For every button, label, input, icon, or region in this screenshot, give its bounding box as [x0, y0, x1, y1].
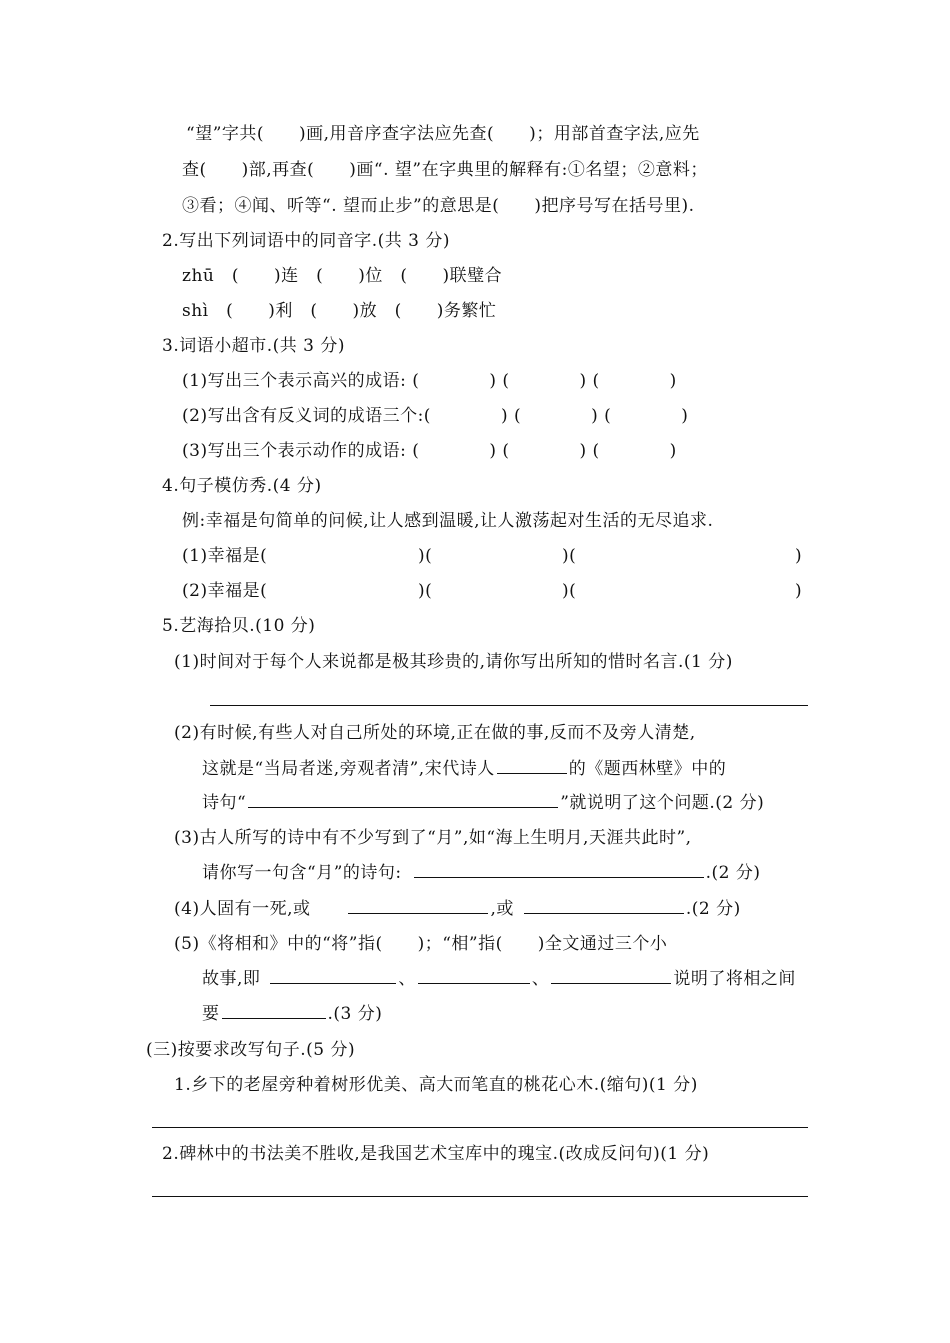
q5-part-5-text-b: 说明了将相之间	[673, 969, 796, 989]
q5-part-4-text-a: (4)人固有一死,或	[174, 899, 311, 919]
q5-part-4	[174, 897, 741, 921]
q5-part-1-answer-line[interactable]	[210, 705, 808, 706]
poet-blank[interactable]	[497, 757, 567, 774]
q5-part-3-line-2	[202, 861, 761, 885]
q4-item-2-end: )	[795, 581, 803, 601]
moon-verse-blank[interactable]	[414, 861, 704, 878]
section-3-title: (三)按要求改写句子.(5 分)	[146, 1040, 356, 1060]
q4-item-2-start: (2)幸福是(	[182, 581, 268, 601]
q2-row-zhu: zhū ( )连 ( )位 ( )联璧合	[182, 266, 503, 286]
proverb-blank-2[interactable]	[524, 897, 684, 914]
q5-part-4-text-b: ,或	[490, 899, 514, 919]
q4-example: 例:幸福是句简单的问候,让人感到温暖,让人激荡起对生活的无尽追求.	[182, 511, 714, 531]
q4-item-1-sep-1: )(	[418, 546, 433, 566]
q5-part-2-line-1: (2)有时候,有些人对自己所处的环境,正在做的事,反而不及旁人清楚,	[174, 723, 696, 743]
section-3-q1-answer-line[interactable]	[152, 1127, 808, 1128]
story-blank-1[interactable]	[270, 967, 396, 984]
q5-part-2-line-2	[202, 757, 726, 781]
q5-part-3-line-1: (3)古人所写的诗中有不少写到了“月”,如“海上生明月,天涯共此时”,	[174, 828, 692, 848]
q5-part-5-line-2	[202, 967, 796, 991]
q5-part-4-text-c: .(2 分)	[685, 899, 741, 919]
q5-part-3-text-b: .(2 分)	[705, 863, 761, 883]
requirement-blank[interactable]	[222, 1002, 326, 1019]
story-blank-3[interactable]	[551, 967, 671, 984]
q4-item-2-sep-1: )(	[418, 581, 433, 601]
section-3-q2-answer-line[interactable]	[152, 1196, 808, 1197]
q5-part-2-line-3	[202, 791, 764, 815]
q2-title: 2.写出下列词语中的同音字.(共 3 分)	[162, 231, 451, 251]
q1-line-1: “望”字共( )画,用音序查字法应先查( )；用部首查字法,应先	[186, 124, 700, 144]
q5-part-5-text-c: 要	[202, 1004, 220, 1024]
section-3-q1: 1.乡下的老屋旁种着树形优美、高大而笔直的桃花心木.(缩句)(1 分)	[174, 1075, 698, 1095]
q5-part-5-text-d: .(3 分)	[327, 1004, 383, 1024]
poem-line-blank[interactable]	[248, 791, 558, 808]
q4-item-1-start: (1)幸福是(	[182, 546, 268, 566]
story-blank-2[interactable]	[418, 967, 530, 984]
q5-part-2-text-c: 诗句“	[202, 793, 247, 813]
q5-part-5-text-a: 故事,即	[202, 969, 261, 989]
q5-part-5-line-1: (5)《将相和》中的“将”指( )；“相”指( )全文通过三个小	[174, 934, 668, 954]
section-3-q2: 2.碑林中的书法美不胜收,是我国艺术宝库中的瑰宝.(改成反问句)(1 分)	[162, 1144, 710, 1164]
q5-part-2-text-b: 的《题西林壁》中的	[568, 759, 727, 779]
q4-item-1-end: )	[795, 546, 803, 566]
q3-item-2: (2)写出含有反义词的成语三个:( ) ( ) ( )	[182, 406, 689, 426]
q4-item-1-sep-2: )(	[562, 546, 577, 566]
q5-part-3-text-a: 请你写一句含“月”的诗句:	[202, 863, 402, 883]
q1-line-3: ③看；④闻、听等“. 望而止步”的意思是( )把序号写在括号里).	[182, 196, 695, 216]
q3-title: 3.词语小超市.(共 3 分)	[162, 336, 346, 356]
q4-item-2-sep-2: )(	[562, 581, 577, 601]
q3-item-1: (1)写出三个表示高兴的成语: ( ) ( ) ( )	[182, 371, 677, 391]
q5-part-5-sep-1: 、	[398, 969, 416, 989]
q5-part-5-sep-2: 、	[531, 969, 550, 989]
q5-title: 5.艺海拾贝.(10 分)	[162, 616, 316, 636]
q3-item-3: (3)写出三个表示动作的成语: ( ) ( ) ( )	[182, 441, 677, 461]
q5-part-5-line-3	[202, 1002, 382, 1026]
q5-part-1: (1)时间对于每个人来说都是极其珍贵的,请你写出所知的惜时名言.(1 分)	[174, 652, 733, 672]
q5-part-2-text-a: 这就是“当局者迷,旁观者清”,宋代诗人	[202, 759, 495, 779]
q5-part-2-text-d: ”就说明了这个问题.(2 分)	[560, 793, 765, 813]
q2-row-shi: shì ( )利 ( )放 ( )务繁忙	[182, 301, 497, 321]
proverb-blank-1[interactable]	[348, 897, 488, 914]
q4-title: 4.句子模仿秀.(4 分)	[162, 476, 322, 496]
q1-line-2: 查( )部,再查( )画“. 望”在字典里的解释有:①名望；②意料；	[182, 160, 708, 180]
